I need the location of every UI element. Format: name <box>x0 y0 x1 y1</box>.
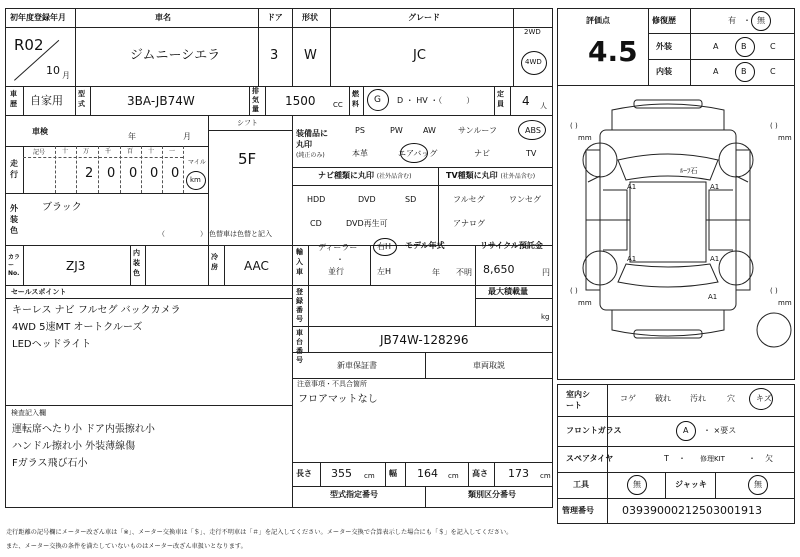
car-name: ジムニーシエラ <box>130 48 221 63</box>
front-glass-label: フロントガラス <box>566 426 622 435</box>
equip-item: PW <box>390 126 403 135</box>
diagram-mm: mm <box>578 134 592 142</box>
chassis-label: 車台番号 <box>296 329 303 364</box>
interior-item: 汚れ <box>690 394 706 403</box>
sales-point-line: キーレス ナビ フルセグ バックカメラ <box>12 305 181 316</box>
diagram-paren: ( ) <box>570 287 578 295</box>
int-color-label: 内装色 <box>133 249 140 277</box>
import-dealer: ディーラー <box>318 243 358 252</box>
score-label: 評価点 <box>586 16 610 25</box>
drive-4wd: 4WD <box>525 58 542 66</box>
color-no-value: ZJ3 <box>66 259 86 273</box>
mileage-unit-label: 百 <box>127 148 134 155</box>
model-year-label: モデル年式 <box>405 241 445 250</box>
length-value: 355 <box>331 467 352 480</box>
length-unit: cm <box>364 472 375 480</box>
spare-none: 欠 <box>765 454 773 463</box>
navi-item: DVD再生可 <box>346 219 388 228</box>
equip-item: TV <box>526 149 537 158</box>
length-label: 長さ <box>296 469 312 478</box>
cooler-label: 冷房 <box>211 253 218 271</box>
height-unit: cm <box>540 472 551 480</box>
shape-label: 形状 <box>302 13 318 22</box>
notes-label: 注意事項・不具合箇所 <box>297 380 367 388</box>
damage-a1: A1 <box>710 255 720 263</box>
mileage-digit: 0 <box>129 166 138 181</box>
spare-dot: ・ <box>678 454 686 463</box>
import-right-h: 右H <box>377 242 392 251</box>
cc-unit: CC <box>333 101 343 109</box>
score-value: 4.5 <box>588 35 638 68</box>
damage-a1: A1 <box>708 293 718 301</box>
type-designation-label: 型式指定番号 <box>330 490 378 499</box>
cooler-value: AAC <box>244 259 269 273</box>
mileage-unit-label: 十 <box>62 148 69 155</box>
int-c: C <box>770 67 776 76</box>
diagram-paren: ( ) <box>770 287 778 295</box>
navi-item: CD <box>310 219 322 228</box>
drive-2wd: 2WD <box>524 28 541 36</box>
usage-value: 自家用 <box>30 94 63 107</box>
recycle-value: 8,650 <box>483 263 515 276</box>
equip-item: PS <box>355 126 365 135</box>
front-glass-a: A <box>683 426 689 435</box>
equip-item: ABS <box>525 126 541 135</box>
height-label: 高さ <box>472 469 488 478</box>
mile-unit: マイル <box>188 159 206 166</box>
repair-no: 無 <box>757 16 765 25</box>
navi-item: SD <box>405 195 417 204</box>
diagram-mm: mm <box>778 299 792 307</box>
ext-label: 外装 <box>656 42 672 51</box>
equip-item: 本革 <box>352 149 368 158</box>
tv-item: アナログ <box>453 219 485 228</box>
import-dot: ・ <box>336 255 344 264</box>
interior-item: キズ <box>756 394 772 403</box>
damage-a1: A1 <box>710 183 720 191</box>
footer-line1: 走行距離の記号欄にメーター改ざん車は「※」、メーター交換車は「＄」、走行不明車は「＃」を記入してください。メーター交換で合算表示した場合にも「＄」を記入してください。 <box>6 529 513 536</box>
diagram-mm: mm <box>778 134 792 142</box>
diagram-mm: mm <box>578 299 592 307</box>
import-left-h: 左H <box>377 267 392 276</box>
inspect-line: Fガラス飛び石小 <box>12 458 88 469</box>
interior-item: 穴 <box>727 394 735 403</box>
import-parallel: 並行 <box>328 267 344 276</box>
mgmt-label: 管理番号 <box>562 506 594 515</box>
km-unit: km <box>190 176 201 184</box>
width-unit: cm <box>448 472 459 480</box>
color-no-label: カラーNo. <box>8 254 21 277</box>
grade-label: グレード <box>408 13 440 22</box>
interior-seat-label: 室内シート <box>566 390 590 410</box>
shaken-label: 車検 <box>32 127 48 136</box>
spare-kit: 修理KIT <box>700 455 725 463</box>
displacement-value: 1500 <box>285 94 316 108</box>
recycle-label: リサイクル預託金 <box>480 241 543 250</box>
fuel-g: G <box>374 95 381 105</box>
diagram-paren: ( ) <box>570 122 578 130</box>
capacity-label: 定員 <box>497 90 504 108</box>
model-year-unknown: 不明 <box>456 268 472 277</box>
spare-t: T <box>664 454 669 463</box>
door-label: ドア <box>267 13 283 22</box>
damage-a1: A1 <box>627 183 637 191</box>
height-value: 173 <box>508 467 529 480</box>
int-label: 内装 <box>656 67 672 76</box>
damage-a1: A1 <box>627 255 637 263</box>
mileage-unit-label: 一 <box>169 148 176 155</box>
class-number-label: 類別区分番号 <box>468 490 516 499</box>
inspect-label: 検査記入欄 <box>11 409 46 417</box>
color-paren: （ ） <box>158 230 207 238</box>
fuel-rest: D ・ HV ・（ ） <box>397 96 475 105</box>
shaken-year: 年 <box>128 132 136 141</box>
max-load-label: 最大積載量 <box>488 287 528 296</box>
width-value: 164 <box>417 467 438 480</box>
tv-item: ワンセグ <box>509 195 541 204</box>
mileage-unit-label: 万 <box>83 148 90 155</box>
color-note: 色替車は色替と記入 <box>209 230 272 238</box>
navi-label: ナビ種類に丸印 (社外品含む) <box>318 171 412 180</box>
tv-item: フルセグ <box>453 195 485 204</box>
jack-value: 無 <box>754 480 762 489</box>
door-value: 3 <box>270 48 279 63</box>
shaken-month: 月 <box>183 132 191 141</box>
capacity-value: 4 <box>522 94 530 108</box>
inspect-line: 運転席へたり小 ドア内張擦れ小 <box>12 424 155 435</box>
shape-value: W <box>304 48 317 63</box>
damage-roof: ﾙｰﾌ石 <box>680 167 698 175</box>
interior-item: コゲ <box>620 394 636 403</box>
ext-b: B <box>741 42 747 51</box>
sales-label: セールスポイント <box>11 288 67 296</box>
front-glass-rest: ・ ×要ス <box>703 426 737 435</box>
ext-a: A <box>713 42 719 51</box>
repair-dot: ・ <box>743 16 751 25</box>
equip-note: (純正のみ) <box>296 152 325 159</box>
color-label: 外装色 <box>10 204 18 235</box>
jack-label: ジャッキ <box>675 480 707 489</box>
vehicle-manual: 車両取説 <box>473 361 505 370</box>
grade-value: JC <box>413 48 426 63</box>
sales-point-line: LEDヘッドライト <box>12 339 92 350</box>
navi-item: DVD <box>358 195 376 204</box>
mileage-digit: 0 <box>107 166 116 181</box>
first-reg-year: R02 <box>14 36 44 54</box>
mileage-unit-label: 千 <box>105 148 112 155</box>
mileage-label: 走行 <box>10 159 18 179</box>
shift-label: シフト <box>237 119 258 127</box>
width-label: 幅 <box>389 469 397 478</box>
interior-item: 破れ <box>655 394 671 403</box>
fuel-label: 燃料 <box>352 90 359 108</box>
reg-no-label: 登録番号 <box>296 288 303 323</box>
int-b: B <box>741 67 747 76</box>
mileage-digit: 0 <box>171 166 180 181</box>
ext-c: C <box>770 42 776 51</box>
recycle-unit: 円 <box>542 268 550 277</box>
car-name-label: 車名 <box>155 13 171 22</box>
displacement-label: 排気量 <box>252 87 259 113</box>
equip-item: AW <box>423 126 436 135</box>
color-value: ブラック <box>42 202 82 213</box>
equip-label: 装備品に丸印 <box>296 129 328 149</box>
int-a: A <box>713 67 719 76</box>
equip-item: エアバッグ <box>398 149 438 158</box>
footer-line2: また、メーター交換の条件を満たしていないものはメーター改ざん車扱いとなります。 <box>6 543 247 550</box>
mileage-unit-label: 十 <box>148 148 155 155</box>
model-year-year: 年 <box>432 268 440 277</box>
max-load-unit: kg <box>541 313 550 321</box>
chassis-value: JB74W-128296 <box>380 333 469 347</box>
mileage-digit: 2 <box>85 166 94 181</box>
import-label: 輸入車 <box>296 248 303 276</box>
mileage-digit: 0 <box>150 166 159 181</box>
new-car-warranty: 新車保証書 <box>337 361 377 370</box>
diagram-paren: ( ) <box>770 122 778 130</box>
tools-value: 無 <box>633 480 641 489</box>
month-unit: 月 <box>62 71 70 80</box>
spare-label: スペアタイヤ <box>566 454 614 463</box>
first-reg-label: 初年度登録年月 <box>10 13 66 22</box>
usage-label: 車歴 <box>10 90 17 108</box>
mileage-record-label: 記号 <box>33 149 46 156</box>
shift-value: 5F <box>238 150 257 168</box>
sales-point-line: 4WD 5速MT オートクルーズ <box>12 322 143 333</box>
equip-item: ナビ <box>474 149 490 158</box>
person-unit: 人 <box>540 102 547 110</box>
equip-item: サンルーフ <box>458 126 497 135</box>
notes-text: フロアマットなし <box>298 394 378 405</box>
first-reg-month: 10 <box>46 64 60 77</box>
spare-dot2: ・ <box>748 454 756 463</box>
repair-yes: 有 <box>728 16 736 25</box>
model-value: 3BA-JB74W <box>127 94 195 108</box>
mgmt-value: 03939000212503001913 <box>622 504 762 517</box>
model-label: 型式 <box>78 90 85 108</box>
tools-label: 工具 <box>573 480 589 489</box>
inspect-line: ハンドル擦れ小 外装薄線傷 <box>12 441 136 452</box>
navi-item: HDD <box>307 195 326 204</box>
tv-label: TV種類に丸印 (社外品含む) <box>446 171 536 180</box>
repair-label: 修復歴 <box>652 16 676 25</box>
